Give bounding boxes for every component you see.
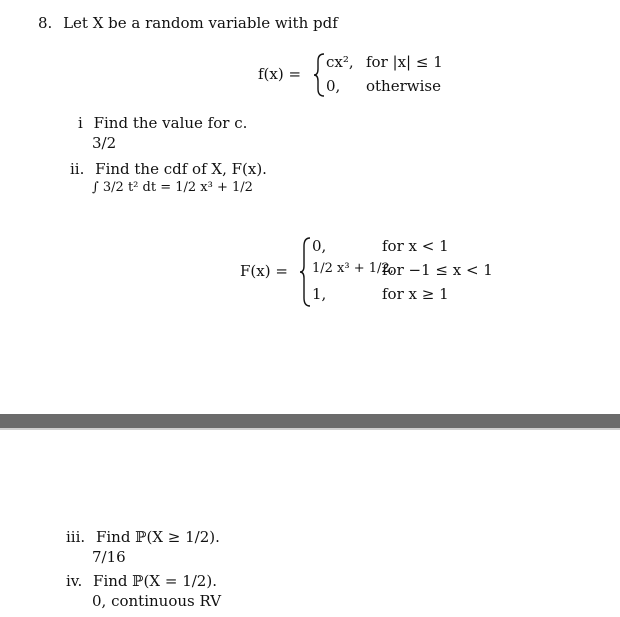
part-iii-answer: 7/16	[92, 548, 126, 566]
page-divider-shadow	[0, 428, 620, 430]
pdf-lhs: f(x) =	[258, 65, 302, 83]
cdf-case-2-condition: for −1 ≤ x < 1	[382, 261, 493, 279]
problem-number: 8.	[38, 14, 53, 32]
part-iii-question: iii. Find ℙ(X ≥ 1/2).	[66, 528, 220, 546]
part-iv-answer: 0, continuous RV	[92, 592, 222, 610]
part-ii-question: ii. Find the cdf of X, F(x).	[70, 160, 267, 178]
cdf-case-1-expr: 0,	[312, 237, 327, 255]
pdf-case-1-condition: for |x| ≤ 1	[366, 53, 443, 71]
part-ii-work: ∫ 3/2 t² dt = 1/2 x³ + 1/2	[92, 180, 253, 195]
page-divider	[0, 414, 620, 428]
cdf-brace	[298, 236, 312, 308]
cdf-case-1-condition: for x < 1	[382, 237, 449, 255]
cdf-case-3-condition: for x ≥ 1	[382, 285, 449, 303]
part-i-answer: 3/2	[92, 134, 117, 152]
pdf-case-2-condition: otherwise	[366, 77, 441, 95]
pdf-case-1-expr: cx²,	[326, 53, 354, 71]
pdf-case-2-expr: 0,	[326, 77, 341, 95]
cdf-case-3-expr: 1,	[312, 285, 327, 303]
part-i-question: i Find the value for c.	[78, 114, 248, 132]
problem-prompt: Let X be a random variable with pdf	[63, 14, 338, 32]
cdf-case-2-expr: 1/2 x³ + 1/2,	[312, 261, 394, 276]
part-iv-question: iv. Find ℙ(X = 1/2).	[66, 572, 217, 590]
pdf-brace	[312, 52, 326, 98]
problem-heading	[38, 14, 338, 32]
cdf-lhs: F(x) =	[240, 262, 288, 280]
